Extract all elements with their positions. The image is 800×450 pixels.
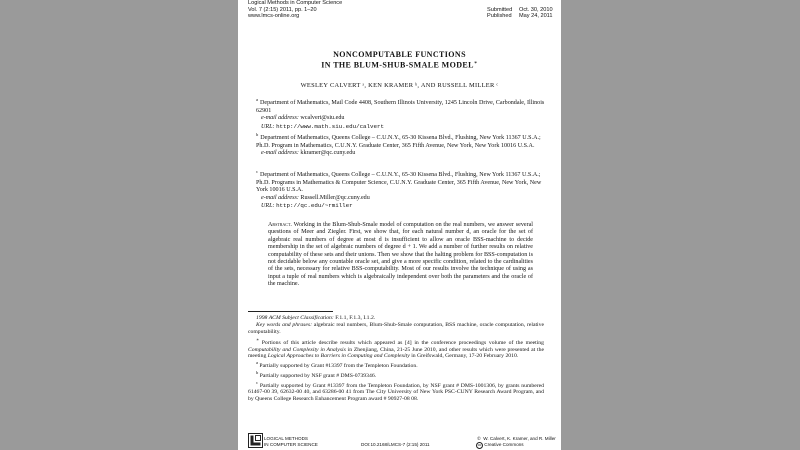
- classification-value: F.1.1, F.1.3, I.1.2.: [335, 315, 376, 321]
- license-holders: W. Calvert, K. Kramer, and R. Miller: [483, 436, 556, 441]
- keywords-value: algebraic real numbers, Blum-Shub-Smale computation, BSS machine, oracle computation, relative computability.: [248, 321, 544, 335]
- affiliation-a-text: Department of Mathematics, Mail Code 4408, Southern Illinois University, 1245 Lincoln Drive, Carbondale, Illinois 62901: [256, 100, 545, 114]
- footnote-star-mark: ∗: [256, 336, 260, 342]
- abstract: [268, 222, 533, 289]
- abstract-label: Abstract.: [268, 222, 292, 228]
- lmcs-logo-icon: [248, 433, 263, 448]
- affiliation-c: [256, 168, 546, 211]
- title-line-2-text: IN THE BLUM-SHUB-SMALE MODEL: [321, 60, 474, 70]
- affiliation-a-url-label: URL:: [261, 123, 275, 130]
- keywords-line: [248, 322, 544, 336]
- abstract-text: Working in the Blum-Shub-Smale model of computation on the real numbers, we answer several questions of Meer and Ziegler. First, we show that, for each natural number d, an oracle for the set of algebraic real numbers of degree at most d is insufficient to allow an oracle BSS-machine to decide membership in the set of algebraic numbers of degree d + 1. We add a number of further results on relative computability of these sets and their unions. Then we show that the halting problem for BSS-computation is not decidable below any countable oracle set, and give a more specific condition, related to the cardinalities of the sets, necessary for relative BSS-computability. Most of our results involve the technique of using as input a tuple of real numbers which is algebraically independent over both the parameters and the oracle of the machine.: [268, 222, 533, 288]
- footnote-star-text-b: Computability and Complexity in Analysis: [248, 346, 346, 353]
- paper-title-line-1: NONCOMPUTABLE FUNCTIONS: [333, 50, 466, 59]
- affiliation-b-text: Department of Mathematics, Queens College – C.U.N.Y., 65-30 Kissena Blvd., Flushing, New York 11367 U.S.A.; Ph.D. Program in Mathematics, C.U.N.Y. Graduate Center, 365 Fifth Avenue, New York, New York 10016 U.S.A.: [256, 135, 541, 149]
- affiliation-c-mark: c: [256, 169, 258, 174]
- affiliation-c-text: Department of Mathematics, Queens College – C.U.N.Y., 65-30 Kissena Blvd., Flushing, New York 11367 U.S.A.; Ph.D. Programs in Mathematics & Computer Science, C.U.N.Y. Graduate Center, 365 Fifth Avenue, New York, New York 10016 U.S.A.: [256, 172, 542, 194]
- affiliation-b-email[interactable]: kkramer@qc.cuny.edu: [300, 150, 356, 157]
- affiliation-b-email-label: e-mail address:: [261, 150, 299, 157]
- affiliation-a: [256, 96, 546, 131]
- submitted-label: Submitted: [487, 6, 513, 13]
- affiliation-c-email-label: e-mail address:: [261, 194, 299, 201]
- published-date: May 24, 2011: [519, 13, 553, 19]
- lmcs-logo-graphic: [249, 434, 262, 447]
- affiliation-c-url[interactable]: http://qc.edu/~rmiller: [276, 202, 353, 210]
- footnote-a-mark: a: [256, 360, 258, 366]
- keywords-label: Key words and phrases:: [256, 321, 313, 328]
- footnote-star-text-a: Portions of this article describe results which appeared as [4] in the conference proceedings volume of the meeting: [261, 339, 544, 346]
- footer-doi[interactable]: DOI:10.2168/LMCS-7 (2:15) 2011: [361, 441, 430, 447]
- footnote-b: [248, 370, 544, 380]
- footer-logo-text-2: IN COMPUTER SCIENCE: [264, 441, 318, 447]
- footnote-star-text-c: in Zhenjiang, China, 21-25 June 2010, and other results which were presented at the meeting: [248, 346, 545, 360]
- paper-title-line-2: [238, 60, 561, 70]
- footnote-c-text: Partially supported by Grant #13397 from the Templeton Foundation, by NSF grant # DMS-1001306, by grants numbered 61467-00 39, 62632-00 40, and 63286-00 41 from The City University of New York PSC-CUNY Research Award Program, and by Queens College Research Enhancement Program award # 90927-08 08.: [248, 382, 545, 403]
- footnote-a: [248, 360, 544, 370]
- published-label: Published: [487, 13, 512, 19]
- journal-name: Logical Methods in Computer Science: [248, 0, 343, 6]
- footnote-a-text: Partially supported by Grant #13397 from the Templeton Foundation.: [259, 363, 418, 370]
- affiliation-c-email[interactable]: Russell.Miller@qc.cuny.edu: [300, 194, 370, 201]
- copyright-icon: ©: [477, 436, 481, 441]
- affiliation-a-email-label: e-mail address:: [261, 115, 299, 122]
- footnote-star: [248, 337, 544, 360]
- footnote-star-text-e: in Greifswald, Germany, 17-20 February 2010.: [411, 353, 519, 360]
- submitted-date: Oct. 30, 2010: [519, 6, 553, 13]
- paper-page: [238, 0, 561, 450]
- footer-logo-text-1: LOGICAL METHODS: [264, 436, 308, 441]
- affiliation-b-mark: b: [256, 132, 259, 137]
- classification-line: [248, 315, 544, 322]
- affiliation-a-url[interactable]: http://www.math.siu.edu/calvert: [276, 122, 384, 130]
- classification-label: 1998 ACM Subject Classification:: [256, 315, 334, 321]
- footnote-rule: [248, 311, 333, 312]
- affiliation-b: [256, 131, 546, 158]
- creative-commons-icon: cc: [477, 442, 482, 447]
- footnote-b-mark: b: [256, 369, 259, 375]
- footnote-c-mark: c: [256, 379, 258, 385]
- affiliation-c-url-label: URL:: [261, 203, 275, 210]
- title-footnote-mark: ∗: [473, 61, 478, 66]
- footnotes: [248, 315, 544, 403]
- author-list: WESLEY CALVERT ᵃ, KEN KRAMER ᵇ, AND RUSSELL MILLER ᶜ: [300, 82, 499, 89]
- journal-volume: Vol. 7 (2:15) 2011, pp. 1–20: [248, 6, 317, 13]
- footnote-c: [248, 380, 544, 403]
- license-name[interactable]: Creative Commons: [484, 441, 524, 447]
- license-line: [476, 442, 524, 449]
- footnote-b-text: Partially supported by NSF grant # DMS-0739346.: [259, 372, 377, 379]
- affiliation-a-mark: a: [256, 97, 258, 102]
- journal-website[interactable]: www.lmcs-online.org: [248, 13, 300, 19]
- affiliation-a-email[interactable]: wcalvert@siu.edu: [300, 115, 345, 122]
- footnote-star-text-d: Logical Approaches to Barriers in Computing and Complexity: [267, 353, 410, 360]
